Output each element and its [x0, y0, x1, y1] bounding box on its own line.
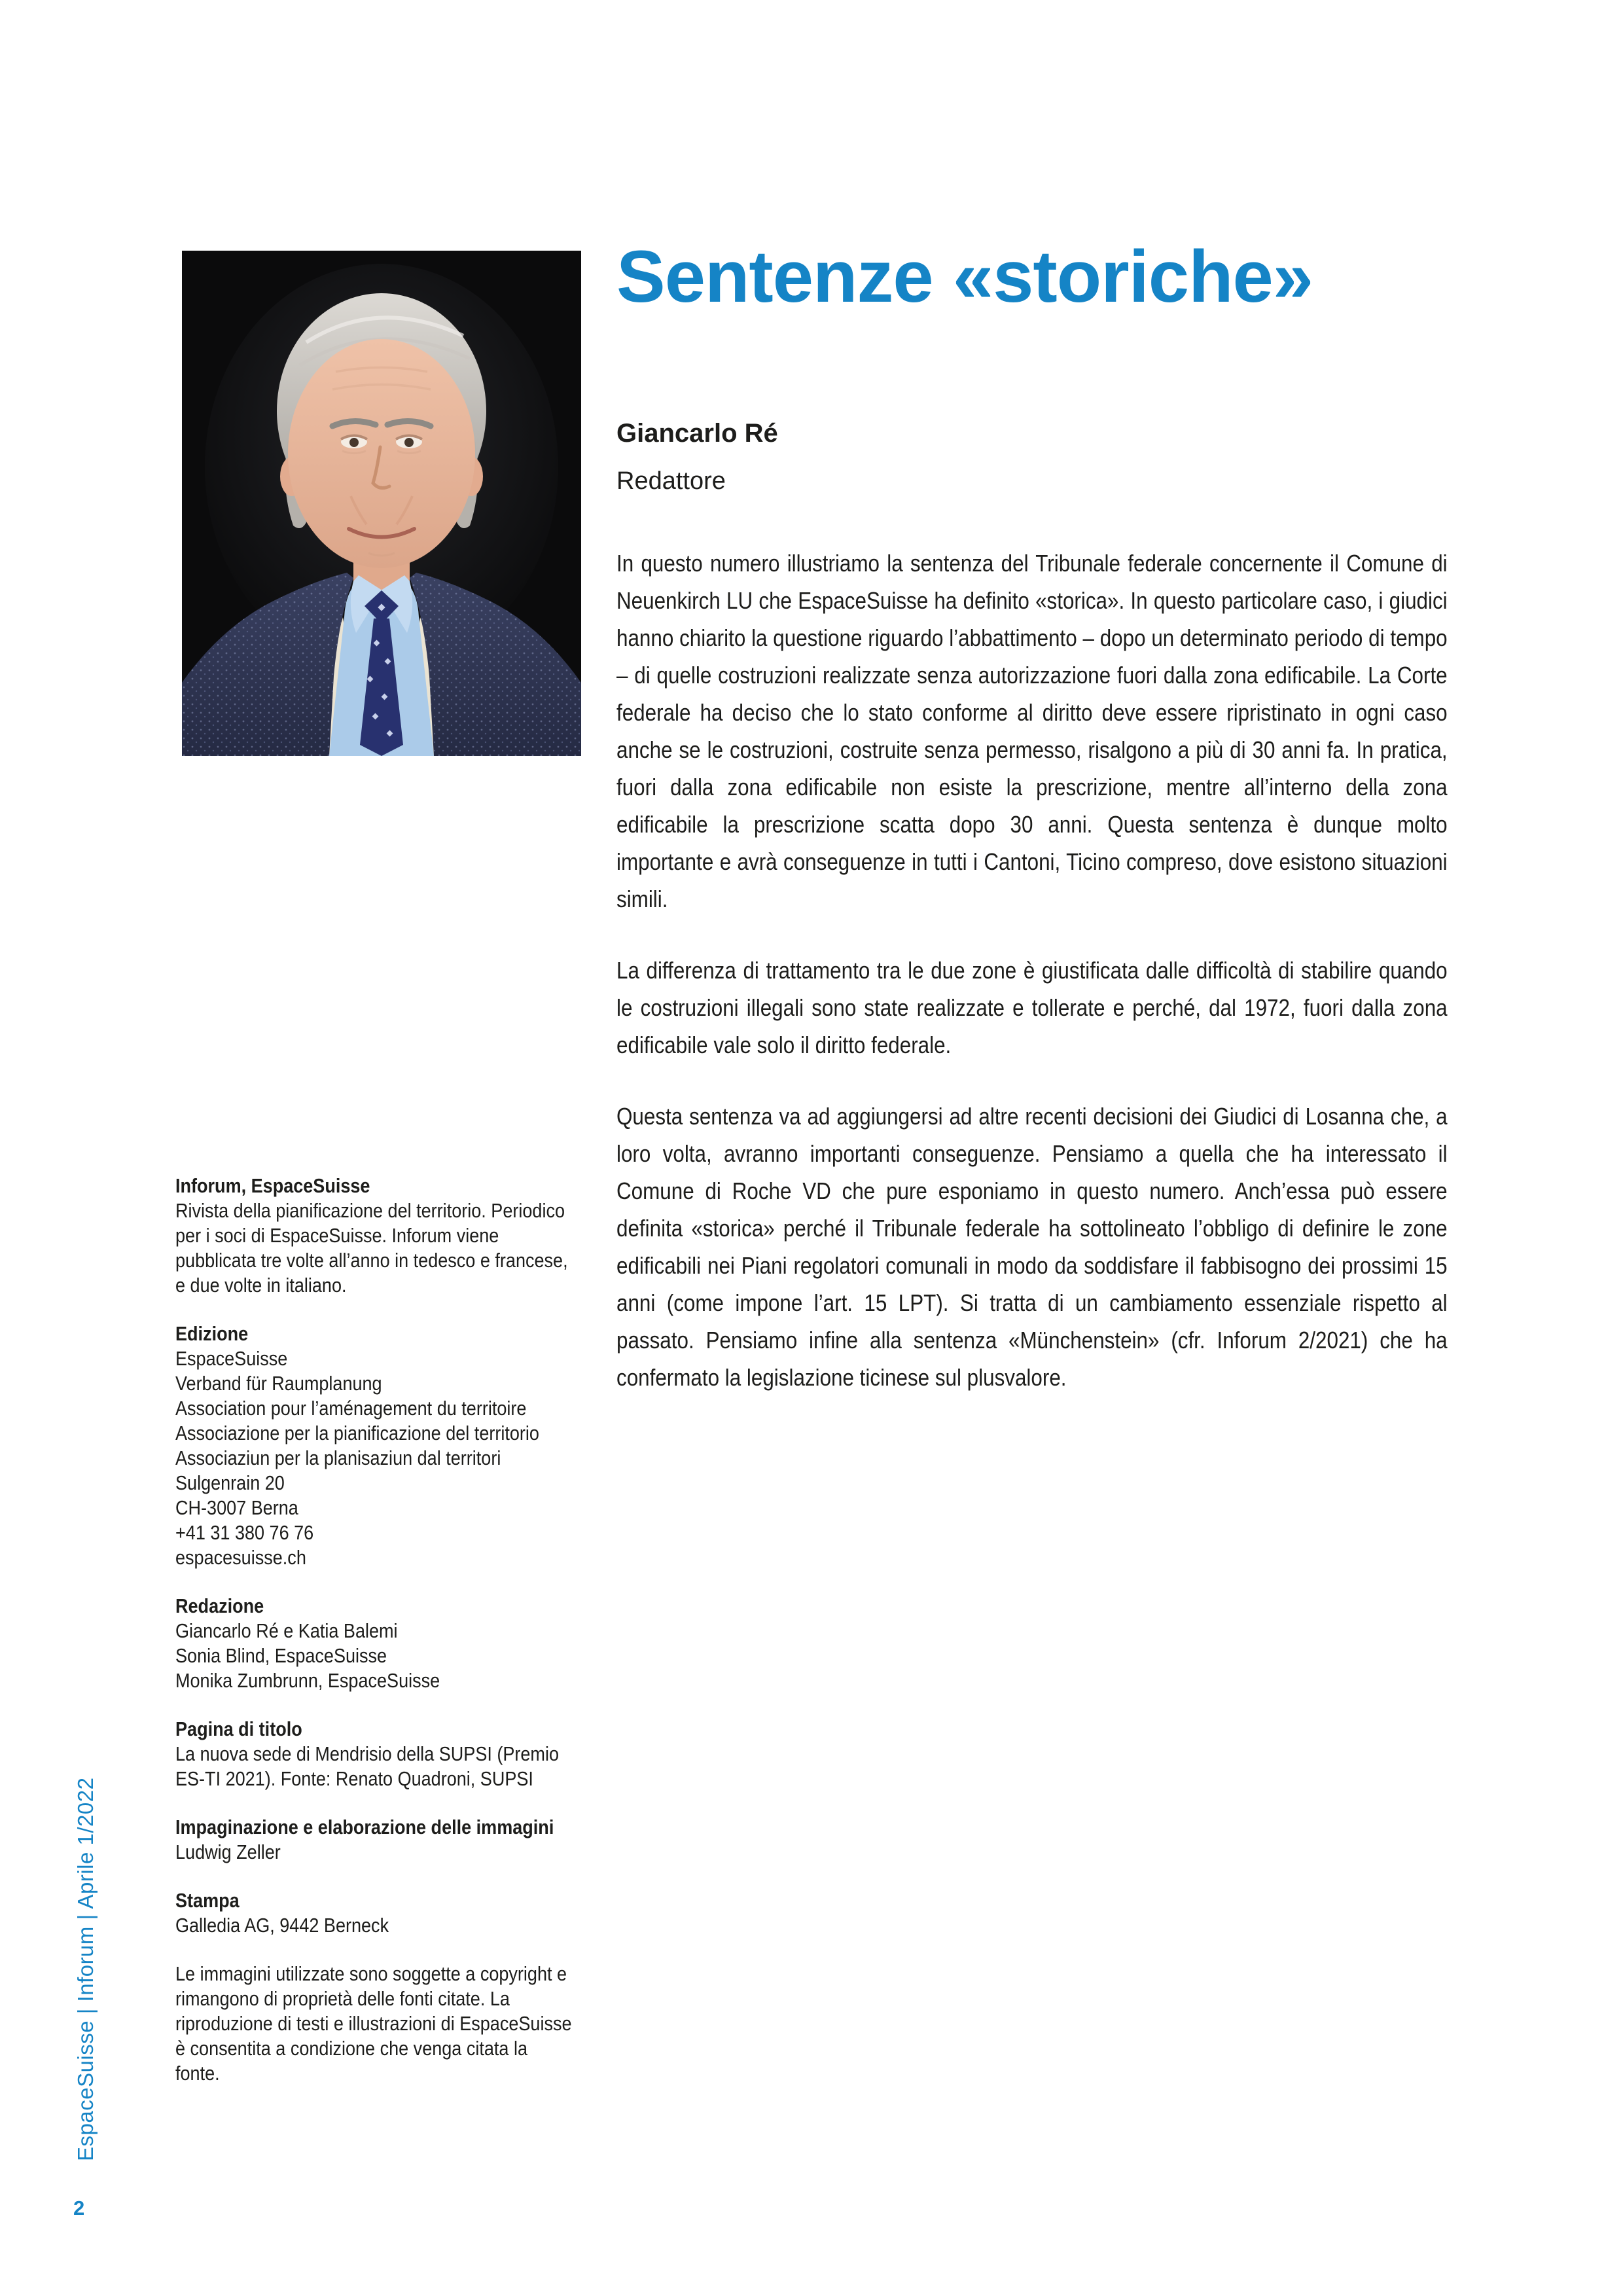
imprint-section-edizione: [175, 1321, 575, 1570]
imprint-line: EspaceSuisse: [175, 1347, 288, 1370]
spine-issue-label: EspaceSuisse | Inforum | Aprile 1/2022: [73, 1777, 98, 2161]
imprint-heading: Redazione: [175, 1594, 264, 1617]
imprint-section-inforum: [175, 1174, 575, 1298]
imprint-line: Associaziun per la planisaziun dal territori: [175, 1446, 501, 1469]
imprint-section-impaginazione: [175, 1815, 575, 1865]
article-paragraph: In questo numero illustriamo la sentenza del Tribunale federale concernente il Comune di Neuenkirch LU che EspaceSuisse ha definito «storica». In questo particolare caso, i giudici hanno chiarito la questione riguardo l’abbattimento – dopo un determinato periodo di tempo – di quelle costruzioni realizzate senza autorizzazione fuori dalla zona edificabile. La Corte federale ha deciso che lo stato conforme al diritto deve essere ripristinato in ogni caso anche se le costruzioni, costruite senza permesso, risalgono a più di 30 anni fa. In pratica, fuori dalla zona edificabile non esiste la prescrizione, mentre all’interno della zona edificabile la prescrizione scatta dopo 30 anni. Questa sentenza è dunque molto importante e avrà conseguenze in tutti i Cantoni, Ticino compreso, dove esistono situazioni simili.: [616, 550, 1448, 912]
imprint-heading: Pagina di titolo: [175, 1717, 302, 1740]
imprint-line: Giancarlo Ré e Katia Balemi: [175, 1619, 398, 1642]
imprint-section-pagina-di-titolo: [175, 1717, 575, 1791]
imprint-heading: Inforum, EspaceSuisse: [175, 1174, 370, 1197]
page-number: 2: [73, 2197, 85, 2219]
imprint-line: Association pour l’aménagement du territoire: [175, 1397, 527, 1420]
imprint-line: Verband für Raumplanung: [175, 1372, 382, 1395]
imprint-section-redazione: [175, 1594, 575, 1693]
imprint-line: La nuova sede di Mendrisio della SUPSI (Premio ES-TI 2021). Fonte: Renato Quadroni, SUPSI: [175, 1742, 559, 1790]
imprint-line: Monika Zumbrunn, EspaceSuisse: [175, 1669, 440, 1692]
portrait-illustration: [182, 251, 581, 756]
copyright-note: Le immagini utilizzate sono soggette a copyright e rimangono di proprietà delle fonti citate. La riproduzione di testi e illustrazioni di EspaceSuisse è consentita a condizione che venga citata la fonte.: [175, 1962, 572, 2085]
author-name: Giancarlo Ré: [616, 419, 778, 448]
imprint-line: Ludwig Zeller: [175, 1840, 281, 1863]
imprint-heading: Edizione: [175, 1322, 249, 1345]
imprint-line: Rivista della pianificazione del territorio. Periodico per i soci di EspaceSuisse. Inforum viene pubblicata tre volte all’anno in tedesco e francese, e due volte in italiano.: [175, 1199, 568, 1297]
imprint-section-stampa: [175, 1888, 575, 1938]
portrait-photo: [182, 251, 581, 756]
imprint-line: Galledia AG, 9442 Berneck: [175, 1914, 389, 1937]
imprint-line: +41 31 380 76 76: [175, 1521, 314, 1544]
author-block: [616, 410, 778, 505]
article-title: Sentenze «storiche»: [616, 236, 1313, 317]
imprint-heading: Impaginazione e elaborazione delle immagini: [175, 1816, 554, 1839]
imprint-section-copyright: [175, 1962, 575, 2086]
imprint-website-url: espacesuisse.ch: [175, 1546, 306, 1569]
imprint-line: Associazione per la pianificazione del territorio: [175, 1422, 539, 1444]
imprint-line: CH-3007 Berna: [175, 1496, 298, 1519]
article-body: [616, 545, 1448, 1396]
imprint-line: Sulgenrain 20: [175, 1471, 285, 1494]
imprint-line: Sonia Blind, EspaceSuisse: [175, 1644, 387, 1667]
article-paragraph: La differenza di trattamento tra le due zone è giustificata dalle difficoltà di stabilire quando le costruzioni illegali sono state realizzate e tollerate e perché, dal 1972, fuori dalla zona edificabile vale solo il diritto federale.: [616, 957, 1448, 1058]
imprint-column: [175, 1174, 575, 2086]
imprint-heading: Stampa: [175, 1889, 240, 1912]
article-paragraph: Questa sentenza va ad aggiungersi ad altre recenti decisioni dei Giudici di Losanna che, a loro volta, avranno importanti conseguenze. Pensiamo a quella che ha interessato il Comune di Roche VD che pure esponiamo in questo numero. Anch’essa può essere definita «storica» perché il Tribunale federale ha sottolineato l’obbligo di definire le zone edificabili nei Piani regolatori comunali in modo da soddisfare il fabbisogno dei prossimi 15 anni (come impone l’art. 15 LPT). Si tratta di un cambiamento essenziale rispetto al passato. Pensiamo infine alla sentenza «Münchenstein» (cfr. Inforum 2/2021) che ha confermato la legislazione ticinese sul plusvalore.: [616, 1103, 1448, 1391]
author-role: Redattore: [616, 467, 726, 495]
